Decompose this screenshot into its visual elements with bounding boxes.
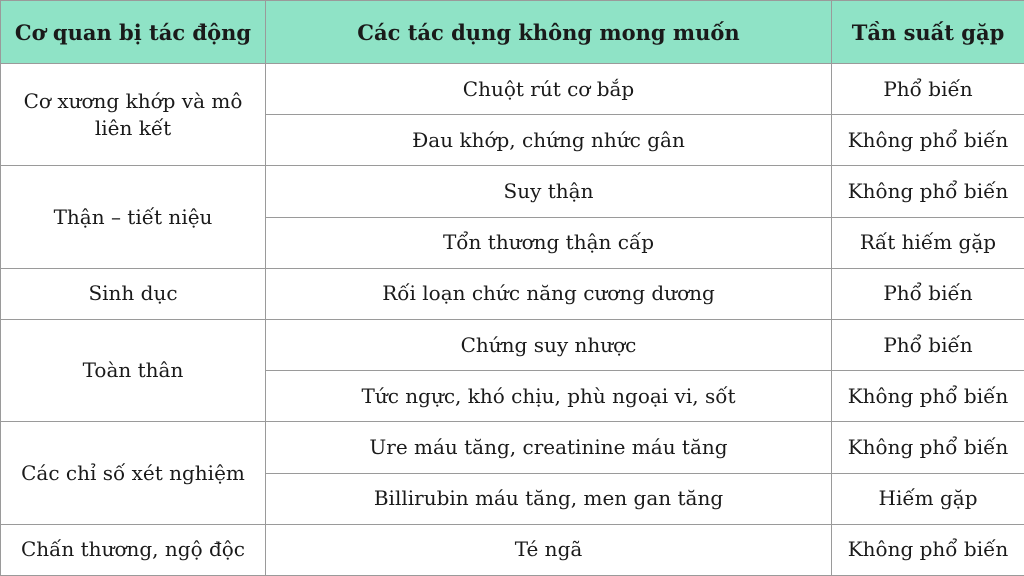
effect-cell: Tức ngực, khó chịu, phù ngoại vi, sốt	[266, 371, 832, 422]
table-row	[1, 319, 1024, 370]
frequency-cell: Không phổ biến	[832, 524, 1024, 575]
effect-cell: Té ngã	[266, 524, 832, 575]
frequency-cell: Không phổ biến	[832, 371, 1024, 422]
effect-cell: Chứng suy nhược	[266, 319, 832, 370]
table-row	[1, 422, 1024, 473]
organ-cell: Các chỉ số xét nghiệm	[1, 422, 266, 524]
frequency-cell: Không phổ biến	[832, 422, 1024, 473]
effect-cell: Tổn thương thận cấp	[266, 217, 832, 268]
organ-cell: Chấn thương, ngộ độc	[1, 524, 266, 575]
organ-cell: Cơ xương khớp và mô liên kết	[1, 64, 266, 166]
effect-cell: Ure máu tăng, creatinine máu tăng	[266, 422, 832, 473]
frequency-cell: Hiếm gặp	[832, 473, 1024, 524]
header-effects: Các tác dụng không mong muốn	[266, 1, 832, 64]
effect-cell: Billirubin máu tăng, men gan tăng	[266, 473, 832, 524]
table-row	[1, 524, 1024, 575]
effect-cell: Rối loạn chức năng cương dương	[266, 268, 832, 319]
header-organ: Cơ quan bị tác động	[1, 1, 266, 64]
effect-cell: Suy thận	[266, 166, 832, 217]
frequency-cell: Rất hiếm gặp	[832, 217, 1024, 268]
effect-cell: Đau khớp, chứng nhức gân	[266, 115, 832, 166]
frequency-cell: Phổ biến	[832, 319, 1024, 370]
frequency-cell: Không phổ biến	[832, 115, 1024, 166]
frequency-cell: Không phổ biến	[832, 166, 1024, 217]
table-row	[1, 268, 1024, 319]
frequency-cell: Phổ biến	[832, 268, 1024, 319]
effect-cell: Chuột rút cơ bắp	[266, 64, 832, 115]
frequency-cell: Phổ biến	[832, 64, 1024, 115]
organ-cell: Toàn thân	[1, 319, 266, 421]
organ-cell: Sinh dục	[1, 268, 266, 319]
header-row	[1, 1, 1024, 64]
table-row	[1, 166, 1024, 217]
table-row	[1, 64, 1024, 115]
header-frequency: Tần suất gặp	[832, 1, 1024, 64]
organ-cell: Thận – tiết niệu	[1, 166, 266, 268]
